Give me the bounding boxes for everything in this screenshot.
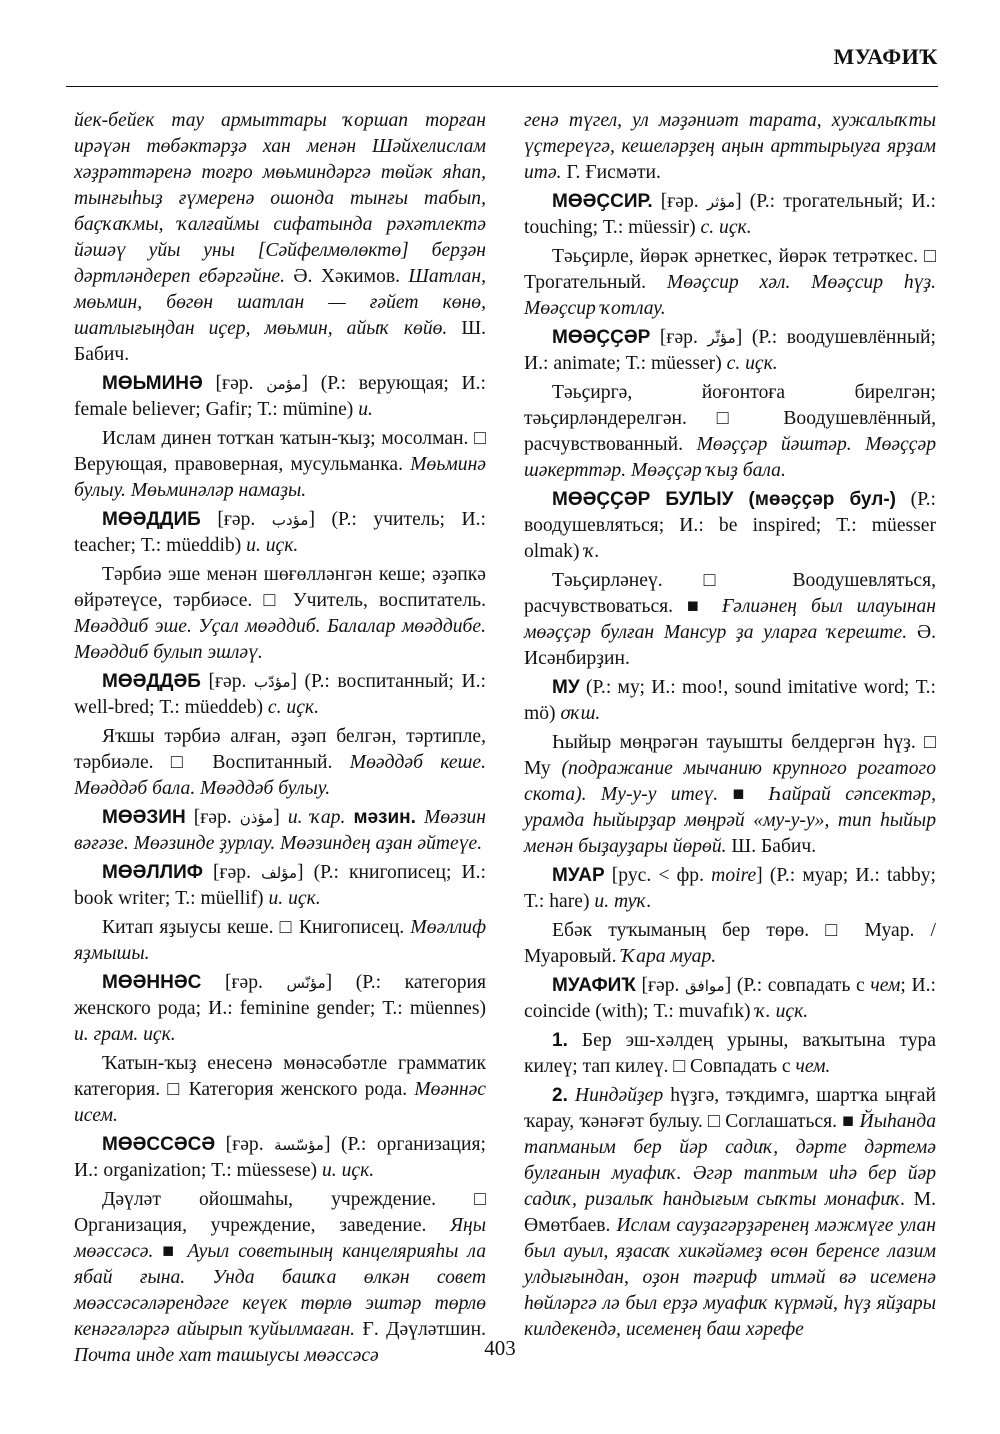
italic-text: Почта инде хат ташыусы мөәссәсә	[74, 1345, 379, 1366]
text-run: Тәьҫирле, йөрәк әрнеткес, йөрәк тетрәткес. □ Трогательный.	[524, 246, 936, 293]
text-run: Китап яҙыусы кеше. □ Книгописец.	[102, 917, 411, 938]
arabic-etymon: موافق	[685, 977, 725, 995]
headword: МӨӘННӘС	[102, 972, 202, 993]
text-run: [ғәр.	[202, 373, 267, 394]
dictionary-entry	[74, 1132, 486, 1184]
dictionary-entry	[74, 669, 486, 721]
text-run: [ғәр.	[215, 1134, 275, 1155]
entry-paragraph	[524, 1083, 936, 1343]
text-run: ]	[273, 807, 288, 828]
italic-text: Яңы мөәссәсә.	[74, 1215, 486, 1262]
text-run: Тәьҫирләнеү. □ Воодушевляться, расчувствоваться. ■	[524, 570, 936, 617]
dictionary-entry	[524, 325, 936, 377]
text-run: [ғәр.	[652, 191, 707, 212]
arabic-etymon: مؤثر	[706, 193, 736, 211]
dictionary-entry	[524, 675, 936, 727]
text-run: Һыйыр мөңрәгән тауышты белдергән һүҙ. □ Му	[524, 732, 936, 779]
italic-text: Шатлан, мөьмин, бөгөн шатлан — ғәйет көнө, шатлығыңдан иҫер, мөьмин, айыҡ көйө.	[74, 266, 486, 339]
entry-paragraph	[74, 108, 486, 368]
italic-text: Мөәҫсир хәл. Мөәҫсир һүҙ. Мөәҫсир ҡотлау.	[524, 272, 936, 319]
text-run: Ҡатын-ҡыҙ енесенә мөнәсәбәтле грамматик категория. □ Категория женского рода.	[74, 1053, 486, 1100]
header-rule	[66, 86, 938, 87]
italic-text: Ғәлиәнең был илауынан мөәҫҫәр булған Мансур ҙа уларға ҡереште.	[524, 596, 936, 643]
text-run: Ебәк туҡыманың бер төрө. □ Муар. / Муаровый.	[524, 920, 936, 967]
headword: МУ	[552, 677, 580, 698]
arabic-etymon: مؤنّس	[286, 974, 326, 992]
text-run: [ғәр.	[635, 975, 686, 996]
headword: мәзин.	[353, 807, 416, 828]
headword: МӨӘҪҪӘР	[552, 327, 651, 348]
headword: МӨӘҪҪӘР БУЛЫУ (мөәҫҫәр бул-)	[552, 489, 896, 510]
text-run: [ғәр.	[201, 972, 287, 993]
page-number: 403	[484, 1336, 516, 1360]
entry-paragraph	[524, 380, 936, 484]
dictionary-entry	[74, 860, 486, 912]
entry-paragraph	[524, 108, 936, 186]
text-run: ] (Р.: категория женского рода; И.: feminine gender; Т.: müennes)	[74, 972, 486, 1019]
italic-text: Мөәддәб кеше. Мөәддәб бала. Мөәддәб булыу.	[74, 752, 486, 799]
italic-text: и. иҫк.	[268, 888, 321, 909]
text-run: ] (Р.: организация; И.: organization; Т.: müessese)	[74, 1134, 486, 1181]
italic-text: и. иҫк.	[246, 535, 299, 556]
italic-text: Мөәддиб эше. Уҫал мөәддиб. Балалар мөәддибе. Мөәддиб булып эшләү.	[74, 616, 486, 663]
entry-paragraph	[74, 1051, 486, 1129]
headword: МӨӘССӘСӘ	[102, 1134, 216, 1155]
text-run: Дәүләт ойошмаһы, учреждение. □ Организация, учреждение, заведение.	[74, 1189, 486, 1236]
text-run: [ғәр.	[202, 862, 262, 883]
italic-text: Мөәзин вәғәзе. Мөәзинде ҙурлау. Мөәзиндең аҙан әйтеүе.	[74, 807, 486, 854]
italic-text: Ниндәйҙер	[574, 1085, 664, 1106]
italic-text: с. иҫк.	[267, 697, 319, 718]
headword: МӨӘЛЛИФ	[102, 862, 203, 883]
dictionary-entry	[74, 507, 486, 559]
dictionary-entry	[524, 189, 936, 241]
italic-text: ҡ.	[584, 541, 600, 562]
arabic-etymon: مؤذن	[239, 809, 274, 827]
italic-text: чем	[870, 975, 901, 996]
arabic-etymon: مؤدّب	[253, 673, 291, 691]
text-run: Ә. Исәнбирҙин.	[524, 622, 936, 669]
text-run: Ш. Бабич.	[74, 318, 486, 365]
text-run: һүҙгә, тәҡдимгә, шартҡа ыңғай ҡарау, ҡәнәғәт булыу. □ Соглашаться. ■	[524, 1085, 936, 1132]
headword: МУАР	[552, 865, 605, 886]
text-run: ] (Р.: книгописец; И.: book writer; Т.: müellif)	[74, 862, 486, 909]
text-run: ] (Р.: трогательный; И.: touching; Т.: müessir)	[524, 191, 936, 238]
italic-text: Ислам сауҙагәрҙәренең мәжмүғе улан был ауыл, яҙасаҡ хикәйәмеҙ өсөн беренсе лазим улдығындан, оҙон тәғриф итмәй вә исеменә һөйләргә лә был ерҙә муафиҡ күрмәй, һүҙ яйҙары килдекендә, исеменең баш хәрефе	[524, 1215, 936, 1340]
headword: МӨЬМИНӘ	[102, 373, 203, 394]
text-run: Тәрбиә эше менән шөғөлләнгән кеше; әҙәпкә өйрәтеүсе, тәрбиәсе. □ Учитель, воспитатель.	[74, 564, 486, 611]
dictionary-entry	[524, 487, 936, 565]
entry-paragraph	[74, 426, 486, 504]
italic-text: Мөәллиф яҙмышы.	[74, 917, 486, 964]
italic-text: (подражание мычанию крупного рогатого скота). Му-у-у итеү.	[524, 758, 936, 805]
italic-text: и. иҫк.	[321, 1160, 375, 1181]
arabic-etymon: مؤسّسة	[274, 1136, 324, 1154]
text-run: Яҡшы тәрбиә алған, әҙәп белгән, тәртипле, тәрбиәле. □ Воспитанный.	[74, 726, 486, 773]
italic-text: moire	[711, 865, 757, 886]
text-run: [ғәр.	[200, 509, 272, 530]
arabic-etymon: مؤمن	[266, 375, 302, 393]
text-run: Бер эш-хәлдең урыны, ваҡытына тура килеү; тап килеү. □ Совпадать с	[524, 1030, 936, 1077]
italic-text: и. ҡар.	[287, 807, 346, 828]
italic-text: ҡ. иҫк.	[755, 1001, 809, 1022]
entry-paragraph	[74, 724, 486, 802]
italic-text: генә түгел, ул мәҙәниәт тарата, хужалыҡты үҫтереүгә, кешеләрҙең аңын арттырыуға ярҙам итә.	[524, 110, 936, 183]
italic-text: Мөьминә булыу. Мөьминәләр намаҙы.	[74, 454, 486, 501]
entry-paragraph	[524, 244, 936, 322]
text-run: [ғәр.	[200, 671, 254, 692]
arabic-etymon: مؤثّر	[707, 329, 736, 347]
italic-text: чем.	[795, 1056, 831, 1077]
italic-text: оҡш.	[560, 703, 601, 724]
italic-text: с. иҫк.	[700, 217, 752, 238]
headword: МӨӘҪСИР.	[552, 191, 653, 212]
text-run: (Р.: воодушевляться; И.: be inspired; Т.: müesser olmak)	[524, 489, 936, 562]
text-run: ] (Р.: воспитанный; И.: well-bred; Т.: müeddeb)	[74, 671, 486, 718]
text-run: ] (Р.: верующая; И.: female believer; Gafir; Т.: mümine)	[74, 373, 486, 420]
italic-text: и.	[358, 399, 373, 420]
left-column	[74, 108, 486, 1372]
italic-text: Һайрай сәпсектәр, урамда һыйырҙар мөңрәй «му-у-у», тип һыйыр менән быҙауҙары йөрөй.	[524, 784, 936, 857]
text-run: [ғәр.	[185, 807, 240, 828]
text-run	[416, 807, 424, 828]
text-run: ] (Р.: учитель; И.: teacher; Т.: müeddib)	[74, 509, 486, 556]
dictionary-entry	[74, 805, 486, 857]
entry-paragraph	[74, 915, 486, 967]
entry-paragraph	[524, 918, 936, 970]
text-run: Ш. Бабич.	[726, 836, 817, 857]
headword: МУАФИҠ	[552, 975, 636, 996]
text-run: (Р.: му; И.: moo!, sound imitative word; Т.: mö)	[524, 677, 936, 724]
italic-text: Йыһанда тапманым бер йәр садиҡ, дәрте дәртемә булғанын муафиҡ. Әгәр таптым иһә бер йәр садиҡ, ризалыҡ һандығым сыҡты монафиҡ.	[524, 1111, 936, 1210]
italic-text: и. туҡ.	[594, 891, 652, 912]
text-run: Тәьҫиргә, йоғонтоға бирелгән; тәьҫирләндерелгән. □ Воодушевлённый, расчувствованный.	[524, 382, 936, 455]
dictionary-entry	[74, 371, 486, 423]
dictionary-entry	[524, 863, 936, 915]
text-run: ■	[153, 1241, 188, 1262]
text-run: М. Өмөтбаев.	[524, 1189, 936, 1236]
running-head: МУАФИҠ	[833, 44, 938, 69]
italic-text: йек-бейек тау армыттары ҡоршап торған ирәүән төбәктәрҙә хан менән Шәйхелислам хәҙрәттәренә тоғро мөьминдәргә төйәк яһап, тынғыһыҙ ғүмеренә ошонда тынғы табып, баҫҡаҡмы, ҡалғаймы сифатында рәхәтлектә йәшәү уйы уны [Сәйфелмөлөктө] берҙән дәртләндереп ебәргәйне.	[74, 110, 486, 287]
entry-paragraph	[524, 1028, 936, 1080]
arabic-etymon: مؤدب	[271, 511, 309, 529]
headword: МӨӘДДИБ	[102, 509, 201, 530]
italic-text: Ҡара муар.	[621, 946, 717, 967]
text-run	[568, 1085, 575, 1106]
italic-text: Ауыл советының канцелярияһы ла ябай ғына. Унда башҡа өлкән совет мөәссәсәләрендәге кеүек төрлө эштәр төрлө кенәгәләргә айырып ҡуйылмаған.	[74, 1241, 486, 1340]
arabic-etymon: مؤلف	[261, 864, 297, 882]
headword: 1.	[552, 1030, 568, 1051]
text-run: ] (Р.: совпадать с	[724, 975, 871, 996]
dictionary-entry	[524, 973, 936, 1025]
headword: 2.	[552, 1085, 568, 1106]
text-run: ; И.: coincide (with); Т.: muvafık)	[524, 975, 936, 1022]
text-run: ] (Р.: муар; И.: tabby; Т.: hare)	[524, 865, 936, 912]
headword: МӨӘЗИН	[102, 807, 186, 828]
text-run: [ғәр.	[650, 327, 708, 348]
text-run: Ғ. Дәүләтшин.	[355, 1319, 486, 1340]
italic-text: Мөәннәс исем.	[74, 1079, 486, 1126]
right-column	[524, 108, 936, 1346]
text-run: Ә. Хәкимов.	[285, 266, 409, 287]
entry-paragraph	[74, 562, 486, 666]
text-run: Ислам динен тотҡан ҡатын-ҡыҙ; мосолман. □ Верующая, правоверная, мусульманка.	[74, 428, 486, 475]
dictionary-entry	[74, 970, 486, 1048]
headword: МӨӘДДӘБ	[102, 671, 201, 692]
italic-text: Мөәҫҫәр йәштәр. Мөәҫҫәр шәкерттәр. Мөәҫҫәр ҡыҙ бала.	[524, 434, 937, 481]
entry-paragraph	[524, 568, 936, 672]
text-run: ] (Р.: воодушевлённый; И.: animate; Т.: müesser)	[524, 327, 936, 374]
entry-paragraph	[524, 730, 936, 860]
text-run: Г. Ғисмәти.	[561, 162, 661, 183]
text-run: ■	[718, 784, 769, 805]
italic-text: и. грам. иҫк.	[74, 1024, 176, 1045]
text-run: [рус. < фр.	[604, 865, 712, 886]
italic-text: с. иҫк.	[726, 353, 778, 374]
